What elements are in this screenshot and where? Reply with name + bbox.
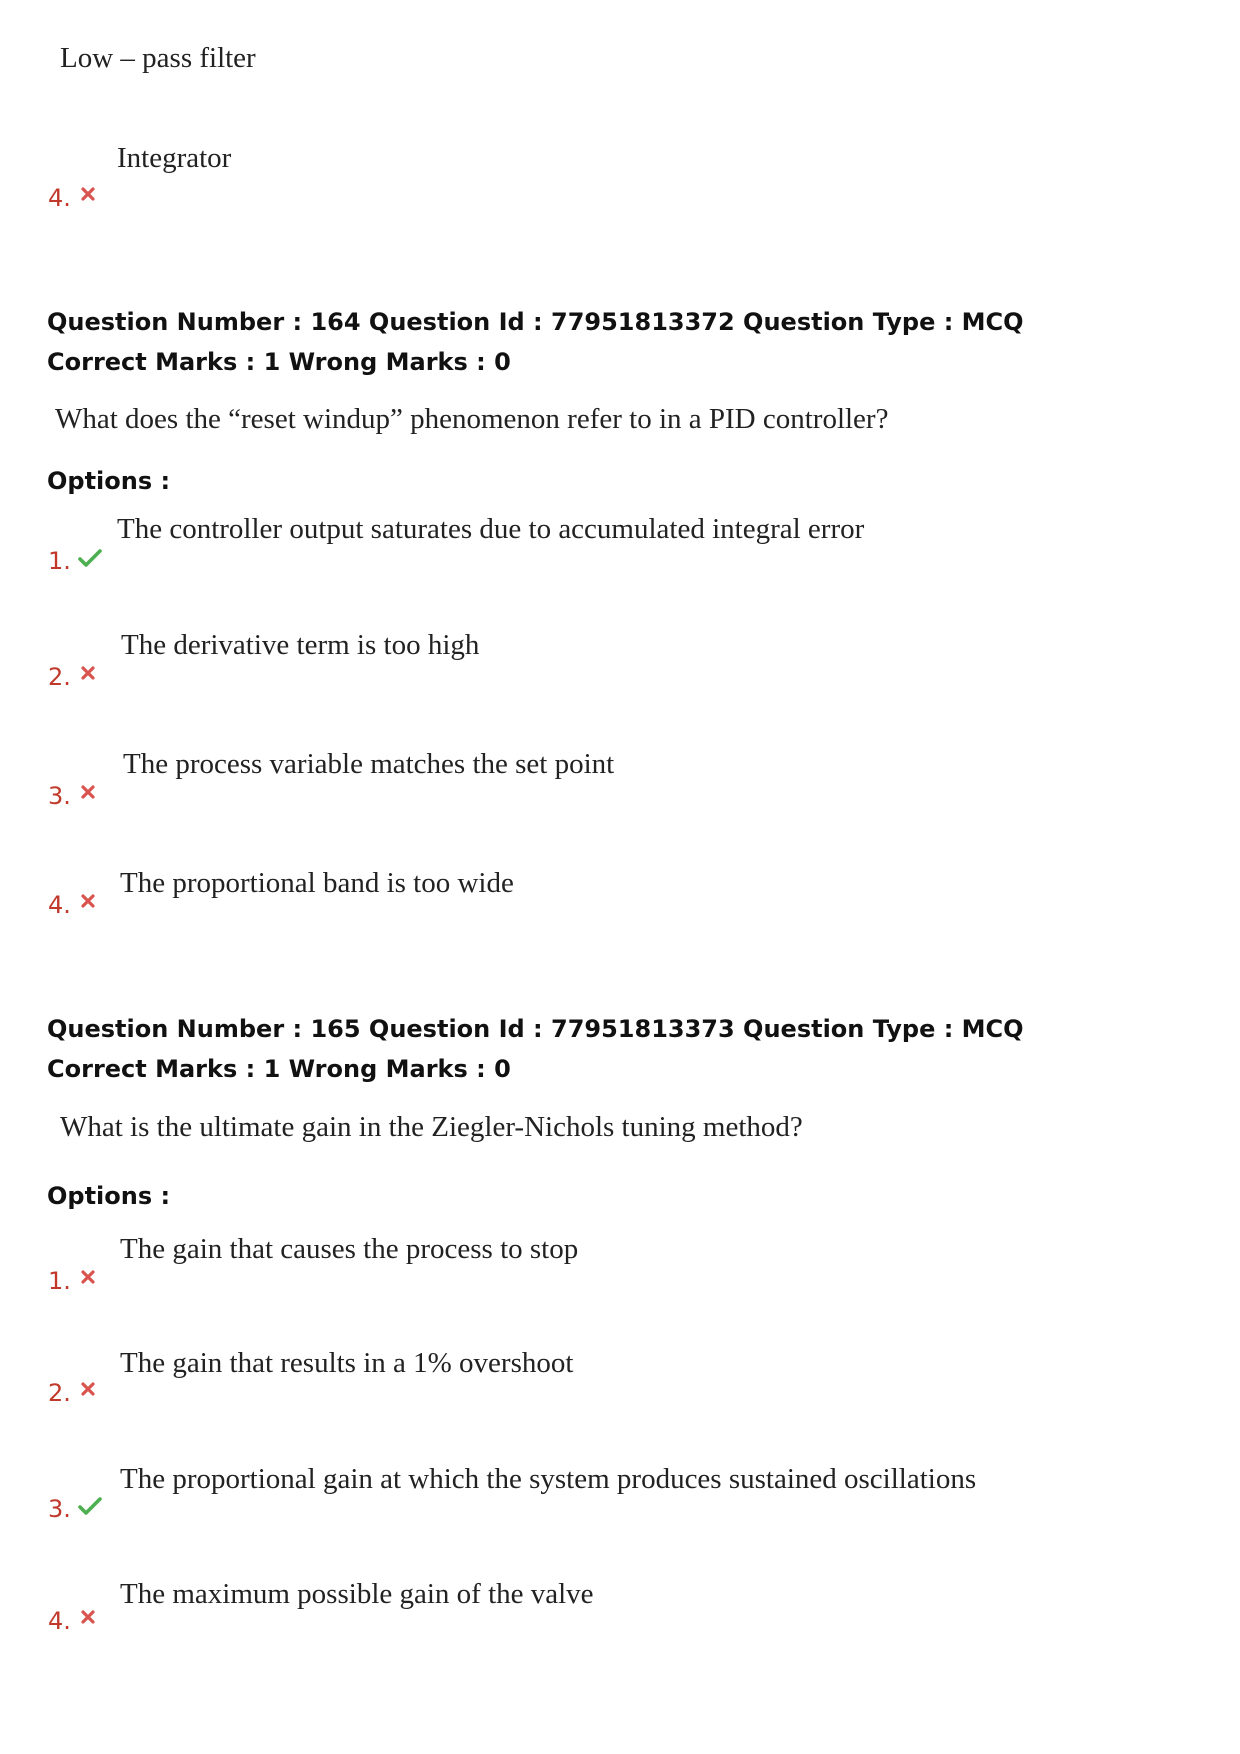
option-4-number: 4. bbox=[48, 891, 71, 919]
option-3-text: Low – pass filter bbox=[60, 42, 256, 74]
option-4-number: 4. bbox=[48, 1607, 71, 1635]
check-icon bbox=[78, 1497, 102, 1515]
question-header: Question Number : 165 Question Id : 77951813373 Question Type : MCQ bbox=[47, 1015, 1024, 1043]
cross-icon bbox=[80, 186, 98, 204]
question-text: What does the “reset windup” phenomenon refer to in a PID controller? bbox=[55, 403, 889, 435]
question-text: What is the ultimate gain in the Ziegler-Nichols tuning method? bbox=[60, 1111, 803, 1143]
cross-icon bbox=[80, 665, 98, 683]
marks-line: Correct Marks : 1 Wrong Marks : 0 bbox=[47, 1055, 511, 1083]
option-3-text: The process variable matches the set point bbox=[123, 748, 615, 780]
option-4-number: 4. bbox=[48, 184, 71, 212]
option-3-number: 3. bbox=[48, 1495, 71, 1523]
marks-line: Correct Marks : 1 Wrong Marks : 0 bbox=[47, 348, 511, 376]
check-icon bbox=[78, 549, 102, 567]
option-1-number: 1. bbox=[48, 547, 71, 575]
option-4-text: The maximum possible gain of the valve bbox=[120, 1578, 594, 1610]
option-2-number: 2. bbox=[48, 663, 71, 691]
option-1-text: The controller output saturates due to accumulated integral error bbox=[117, 513, 865, 545]
option-1-text: The gain that causes the process to stop bbox=[120, 1233, 579, 1265]
options-label: Options : bbox=[47, 1182, 171, 1210]
cross-icon bbox=[80, 1609, 98, 1627]
option-4-text: The proportional band is too wide bbox=[120, 867, 514, 899]
options-label: Options : bbox=[47, 467, 171, 495]
option-2-text: The derivative term is too high bbox=[121, 629, 480, 661]
question-header: Question Number : 164 Question Id : 77951813372 Question Type : MCQ bbox=[47, 308, 1024, 336]
option-3-text: The proportional gain at which the system produces sustained oscillations bbox=[120, 1463, 977, 1495]
option-3-number: 3. bbox=[48, 782, 71, 810]
option-2-text: The gain that results in a 1% overshoot bbox=[120, 1347, 574, 1379]
option-2-number: 2. bbox=[48, 1379, 71, 1407]
cross-icon bbox=[80, 1269, 98, 1287]
cross-icon bbox=[80, 893, 98, 911]
option-4-text: Integrator bbox=[117, 142, 232, 174]
cross-icon bbox=[80, 784, 98, 802]
cross-icon bbox=[80, 1381, 98, 1399]
option-1-number: 1. bbox=[48, 1267, 71, 1295]
